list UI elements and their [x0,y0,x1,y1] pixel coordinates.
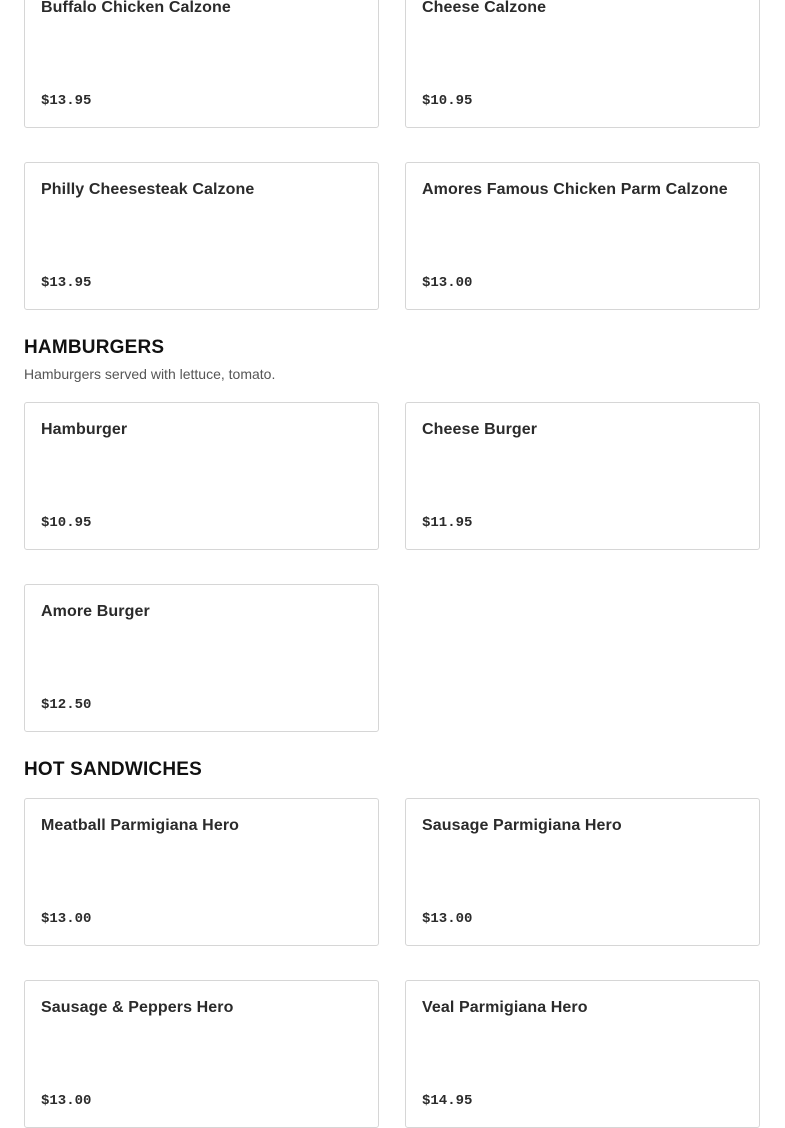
menu-item-name: Sausage Parmigiana Hero [422,817,622,834]
menu-item-name: Amore Burger [41,603,150,620]
menu-item-price: $14.95 [422,1093,473,1109]
menu-item-card[interactable] [24,980,379,1128]
menu-item-name: Amores Famous Chicken Parm Calzone [422,181,728,198]
menu-item-price: $10.95 [422,93,473,109]
menu-item-name: Buffalo Chicken Calzone [41,0,231,16]
menu-item-card[interactable] [24,402,379,550]
menu-item-card[interactable] [405,402,760,550]
menu-item-name: Philly Cheesesteak Calzone [41,181,255,198]
menu-item-price: $10.95 [41,515,92,531]
menu-item-price: $12.50 [41,697,92,713]
menu-item-card[interactable] [24,0,379,128]
menu-item-name: Hamburger [41,421,128,438]
menu-item-name: Cheese Burger [422,421,538,438]
menu-item-price: $11.95 [422,515,473,531]
menu-item-price: $13.00 [41,1093,92,1109]
menu-item-name: Meatball Parmigiana Hero [41,817,240,834]
menu-item-name: Sausage & Peppers Hero [41,999,234,1016]
menu-item-price: $13.00 [422,275,473,291]
section-description-hamburgers: Hamburgers served with lettuce, tomato. [24,366,276,382]
menu-item-price: $13.95 [41,93,92,109]
menu-item-name: Cheese Calzone [422,0,547,16]
menu-item-card[interactable] [24,798,379,946]
menu-item-card[interactable] [24,162,379,310]
menu-item-card[interactable] [405,980,760,1128]
menu-item-card[interactable] [405,798,760,946]
section-title-hamburgers: HAMBURGERS [24,337,165,358]
menu-item-name: Veal Parmigiana Hero [422,999,588,1016]
menu-item-price: $13.00 [41,911,92,927]
menu-item-card[interactable] [405,0,760,128]
menu-item-price: $13.00 [422,911,473,927]
menu-item-card[interactable] [405,162,760,310]
section-title-hot-sandwiches: HOT SANDWICHES [24,759,203,780]
menu-item-card[interactable] [24,584,379,732]
menu-item-price: $13.95 [41,275,92,291]
